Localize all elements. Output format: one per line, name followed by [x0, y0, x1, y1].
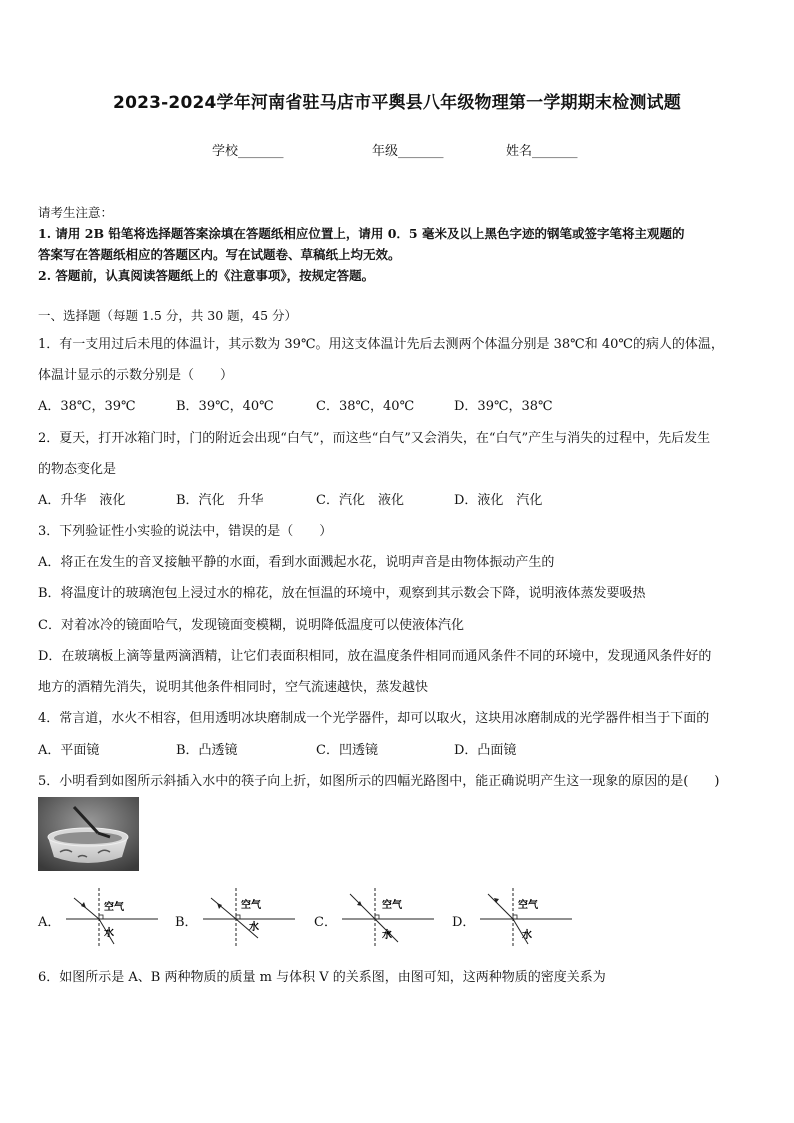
q5-option-c-label: C． — [314, 915, 337, 930]
question-1-stem-b: 体温计显示的示数分别是（ ） — [38, 368, 234, 383]
notice-line-1a: 1. 请用 2B 铅笔将选择题答案涂填在答题纸相应位置上，请用 0．5 毫米及以上黑色字迹的钢笔或签字笔将主观题的 — [38, 226, 685, 241]
air-label-b: 空气 — [241, 900, 261, 911]
refraction-diagram-d — [480, 886, 580, 948]
grade-field: 年级_______ — [372, 144, 444, 159]
water-label-c: 水 — [382, 930, 392, 941]
q1-option-c[interactable]: C．38℃，40℃ — [316, 399, 415, 414]
refraction-diagram-a — [66, 886, 166, 948]
q3-option-c[interactable]: C．对着冰冷的镜面哈气，发现镜面变模糊，说明降低温度可以使液体汽化 — [38, 618, 464, 633]
section-heading: 一、选择题（每题 1.5 分，共 30 题，45 分） — [38, 308, 298, 323]
q4-option-d[interactable]: D．凸面镜 — [454, 743, 517, 758]
refraction-diagram-c — [342, 886, 442, 948]
q3-option-d-a[interactable]: D．在玻璃板上滴等量两滴酒精，让它们表面积相同，放在温度条件相同而通风条件不同的环境中，发现通风条件好的 — [38, 649, 712, 664]
q4-option-c[interactable]: C．凹透镜 — [316, 743, 378, 758]
q3-option-a[interactable]: A．将正在发生的音叉接触平静的水面，看到水面溅起水花，说明声音是由物体振动产生的 — [38, 555, 555, 570]
water-label-a: 水 — [104, 928, 114, 939]
q3-option-d-b: 地方的酒精先消失，说明其他条件相同时，空气流速越快，蒸发越快 — [38, 680, 429, 695]
school-field: 学校_______ — [212, 144, 284, 159]
q1-option-d[interactable]: D．39℃，38℃ — [454, 399, 553, 414]
q3-option-b[interactable]: B．将温度计的玻璃泡包上浸过水的棉花，放在恒温的环境中，观察到其示数会下降，说明液体蒸发要吸热 — [38, 586, 646, 601]
q4-option-b[interactable]: B．凸透镜 — [176, 743, 238, 758]
air-label-a: 空气 — [104, 902, 124, 913]
q5-option-a-label: A． — [38, 915, 61, 930]
question-3-stem: 3．下列验证性小实验的说法中，错误的是（ ） — [38, 524, 333, 539]
question-6-stem: 6．如图所示是 A、B 两种物质的质量 m 与体积 V 的关系图，由图可知，这两种物质的密度关系为 — [38, 970, 606, 985]
q5-option-b-label: B． — [175, 915, 198, 930]
water-label-b: 水 — [249, 922, 259, 933]
question-4-stem: 4．常言道，水火不相容，但用透明冰块磨制成一个光学器件，却可以取火，这块用冰磨制成的光学器件相当于下面的 — [38, 711, 710, 726]
refraction-diagram-b — [203, 886, 303, 948]
question-2-stem-a: 2．夏天，打开冰箱门时，门的附近会出现“白气”，而这些“白气”又会消失，在“白气”产生与消失的过程中，先后发生 — [38, 431, 711, 446]
q2-option-a[interactable]: A．升华 液化 — [38, 493, 126, 508]
name-field: 姓名_______ — [506, 144, 578, 159]
question-1-options — [38, 395, 553, 414]
q2-option-c[interactable]: C．汽化 液化 — [316, 493, 404, 508]
question-4-options — [38, 739, 516, 758]
q2-option-b[interactable]: B．汽化 升华 — [176, 493, 264, 508]
question-2-options — [38, 489, 542, 508]
notice-line-2: 2. 答题前，认真阅读答题纸上的《注意事项》，按规定答题。 — [38, 268, 375, 283]
question-1-stem-a: 1．有一支用过后未甩的体温计，其示数为 39℃。用这支体温计先后去测两个体温分别是 38℃和 40℃的病人的体温， — [38, 337, 724, 352]
question-2-stem-b: 的物态变化是 — [38, 462, 117, 477]
air-label-d: 空气 — [518, 900, 538, 911]
water-label-d: 水 — [522, 930, 532, 941]
question-5-stem: 5．小明看到如图所示斜插入水中的筷子向上折，如图所示的四幅光路图中，能正确说明产生这一现象的原因的是( ) — [38, 774, 720, 789]
notice-line-1b: 答案写在答题纸相应的答题区内。写在试题卷、草稿纸上均无效。 — [38, 247, 401, 262]
q1-option-a[interactable]: A．38℃，39℃ — [38, 399, 136, 414]
notice-heading: 请考生注意： — [38, 205, 114, 220]
air-label-c: 空气 — [382, 900, 402, 911]
q2-option-d[interactable]: D．液化 汽化 — [454, 493, 543, 508]
chopsticks-in-bowl-photo — [38, 797, 139, 871]
q4-option-a[interactable]: A．平面镜 — [38, 743, 100, 758]
page-title: 2023-2024学年河南省驻马店市平舆县八年级物理第一学期期末检测试题 — [113, 93, 681, 113]
q1-option-b[interactable]: B．39℃，40℃ — [176, 399, 274, 414]
q5-option-d-label: D． — [452, 915, 476, 930]
